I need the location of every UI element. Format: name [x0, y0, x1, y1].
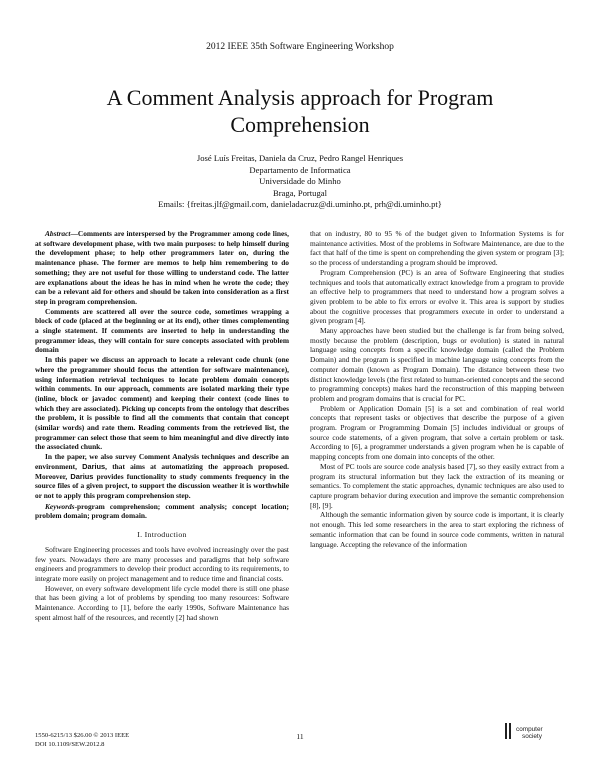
body-paragraph: Although the semantic information given by source code is important, it is clearly not enough. This led some researchers in the area to start exploring the richness of semantic information that can be found in source code comments, written in natural language. Accepting the relevance of the information [310, 510, 564, 549]
darius-name: Darius [82, 461, 106, 471]
abstract-text: In the paper, we also survey Comment Analysis techniques and describe an environment, [35, 452, 289, 471]
abstract-paragraph [35, 452, 289, 501]
logo-text-line: society [522, 732, 542, 740]
abstract-paragraph: In this paper we discuss an approach to locate a relevant code chunk (one where the programmer should focus the attention for software maintenance), using information retrieval techniques to locate problem domain concepts within comments. In our approach, comments are isolated marking their type (inline, block or javadoc comment) and keeping their context (code lines to which they are associated). Picking up concepts from the ontology that describes the problem, it is possible to find all the comments that contain that concept (similar words) and rate them. Reading comments from the retrieved list, the programmer can select those that seem to him meaningful and dive directly into the associated chunk. [35, 355, 289, 452]
body-paragraph: Many approaches have been studied but the challenge is far from being solved, mostly because the problem (description, bugs or evolution) is stated in natural language using concepts from a specific knowledge domain (called the Problem Domain) and the program is specified in machine language using concepts from the computer domain (known as Program Domain). The distance between these two distinct knowledge levels (the first related to human-oriented concepts and the second to programming concepts) makes hard the reconstruction of this mapping between problem and program domains that is crucial for PC. [310, 326, 564, 403]
right-column [310, 229, 564, 549]
keywords-text: -program comprehension; comment analysis; concept location; problem domain; program domain. [35, 501, 289, 521]
title-line-2: Comprehension [230, 112, 370, 137]
keywords-lead: Keywords [45, 501, 75, 511]
abstract [35, 229, 289, 501]
abstract-paragraph: Comments are scattered all over the source code, sometimes wrapping a block of code (placed at the beginning or at its end), other times complementing a single statement. If comments are inserted to help in understanding the programmer ideas, they will contain for sure concepts associated with problem domain [35, 306, 289, 355]
paper-title [40, 84, 560, 138]
author-city: Braga, Portugal [273, 187, 327, 198]
darius-name: Darius [70, 471, 94, 481]
author-emails: Emails: {freitas.jlf@gmail.com, danieladacruz@di.uminho.pt, prh@di.uminho.pt} [158, 199, 442, 209]
section-heading-introduction: I. Introduction [137, 530, 187, 540]
author-university: Universidade do Minho [259, 176, 341, 186]
keywords [35, 502, 289, 521]
ieee-computer-society-logo [500, 720, 560, 752]
logo-text-line: computer [516, 726, 543, 733]
page-number: 11 [296, 732, 304, 741]
abstract-lead: Abstract [45, 229, 71, 238]
abstract-text: provides functionality to study comments frequency in the source files of a given project, to support the discussion weather it is worthwhile or not to apply this program comprehension step. [35, 471, 289, 500]
body-paragraph: Problem or Application Domain [5] is a set and combination of real world concepts that represent tasks or objectives that describe the purpose of a given program. Program or Programming Domain [5] includes individual or groups of source code statements, of a given program, that solve a certain problem or task. According to [6], a programmer understands a given program when he is capable of mapping concepts from one domain into concepts of the other. [310, 403, 564, 462]
abstract-paragraph [35, 229, 289, 307]
intro-paragraph: Software Engineering processes and tools have evolved increasingly over the past few years. Nowadays there are many processes and paradigms that help software engineers and programmers to develop their product according to its requirements, to integrate more easily on project management and to reduce time and financial costs. [35, 544, 289, 583]
body-paragraph: that on industry, 80 to 95 % of the budget given to Information Systems is for maintenance activities. Most of the problems in Software Maintenance, are due to the fact that half of the time is spent on comprehending the given system or program [3]; so the process of understanding a program should be improved. [310, 229, 564, 268]
logo-text [516, 727, 543, 740]
abstract-text: —Comments are interspersed by the Programmer among code lines, at software development phase, with two main purposes: to help himself during the development phase; to help other programmers later on, during the maintenance phase. The former are memos to help him remembering to do something; they are not useful for those willing to understand code. The latter are explanations about the ideas he has in mind when he wrote the code; they can be a relevant aid for others and should be taken into consideration as a first step in program comprehension. [35, 229, 289, 306]
title-line-1: A Comment Analysis approach for Program [106, 85, 494, 110]
copyright-line: 1550-6215/13 $26.00 © 2013 IEEE [35, 732, 130, 739]
author-department: Departamento de Informatica [249, 164, 351, 175]
logo-mark-icon [504, 722, 516, 740]
body-paragraph: Program Comprehension (PC) is an area of Software Engineering that studies techniques and tools that automatically extract knowledge from a program to provide an effective help to programmers that need to understand how a program solves a given problem to be able to fix errors or evolve it. This area is support by studies about the cognitive processes that programmers execute in order to understand a given program [4]. [310, 267, 564, 326]
doi-line: DOI 10.1109/SEW.2012.8 [35, 740, 105, 748]
left-column [35, 229, 289, 622]
body-paragraph: Most of PC tools are source code analysis based [7], so they easily extract from a program its structural information but they lack the extraction of its meaning or semantics. To complement the static approaches, dynamic techniques are also used to capture program behavior during execution and improve the semantic comprehension [8], [9]. [310, 461, 564, 510]
author-names: José Luís Freitas, Daniela da Cruz, Pedro Rangel Henriques [196, 153, 404, 163]
intro-paragraph: However, on every software development life cycle model there is still one phase that has been giving a lot of problems by spending too many resources: Software Maintenance. According to [1], before the early 1990s, Software Maintenance has spent almost half of the resources, and recently [2] had shown [35, 583, 289, 622]
author-block [40, 153, 560, 211]
abstract-text: , that aims at automatizing the approach proposed. Moreover, [35, 461, 290, 481]
conference-header: 2012 IEEE 35th Software Engineering Workshop [206, 42, 394, 52]
